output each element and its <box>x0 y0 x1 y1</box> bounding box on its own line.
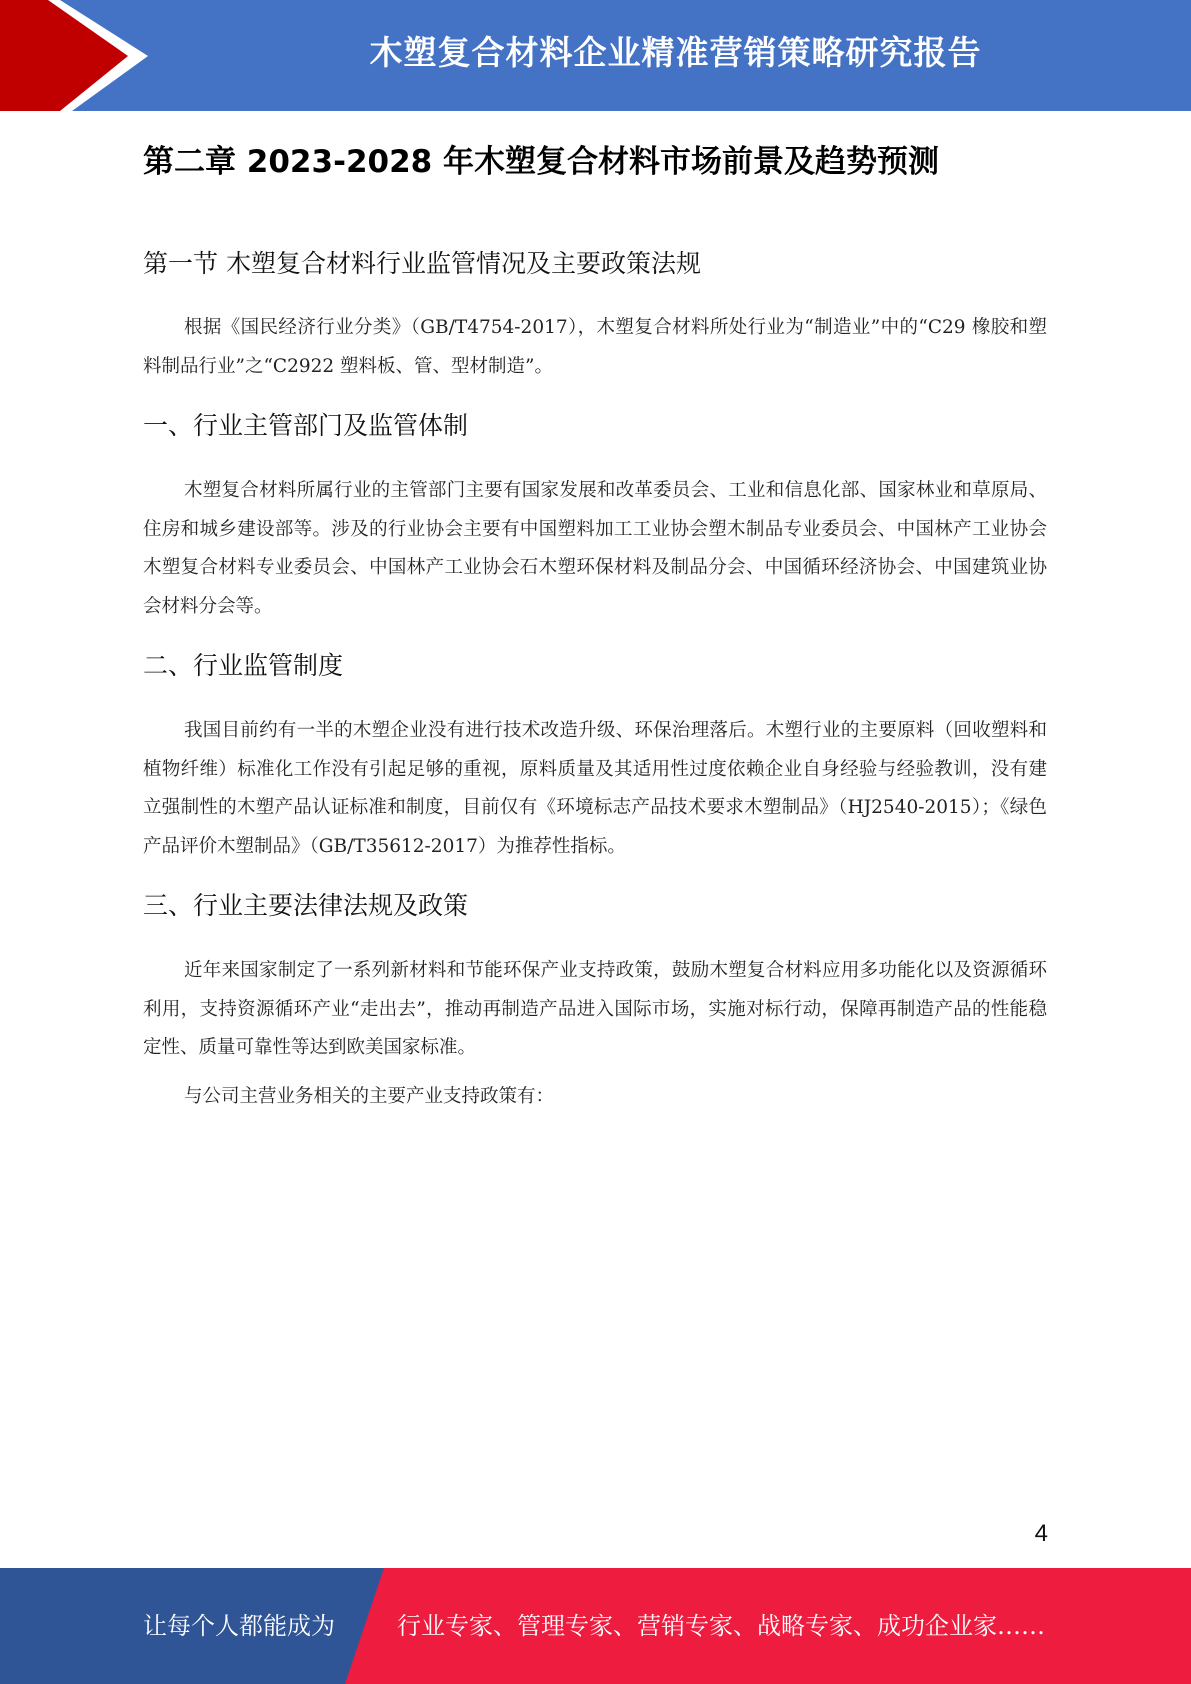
section-title-4: 三、行业主要法律法规及政策 <box>143 891 469 920</box>
paragraph: 与公司主营业务相关的主要产业支持政策有： <box>184 1086 555 1107</box>
section-title-2: 一、行业主管部门及监管体制 <box>143 411 469 440</box>
section-title-3: 二、行业监管制度 <box>143 651 344 680</box>
paragraph: 近年来国家制定了一系列新材料和节能环保产业支持政策，鼓励木塑复合材料应用多功能化以及资源循环利用，支持资源循环产业“走出去”，推动再制造产品进入国际市场，实施对标行动，保障再制造产品的性能稳定性、质量可靠性等达到欧美国家标准。 <box>143 960 1047 1058</box>
footer-slogan-left: 让每个人都能成为 <box>143 1612 335 1640</box>
paragraph: 我国目前约有一半的木塑企业没有进行技术改造升级、环保治理落后。木塑行业的主要原料（回收塑料和植物纤维）标准化工作没有引起足够的重视，原料质量及其适用性过度依赖企业自身经验与经验教训，没有建立强制性的木塑产品认证标准和制度，目前仅有《环境标志产品技术要求木塑制品》（HJ2540-2015）；《绿色产品评价木塑制品》（GB/T35612-2017）为推荐性指标。 <box>143 720 1047 857</box>
footer-slogan-right: 行业专家、管理专家、营销专家、战略专家、成功企业家…… <box>397 1612 1045 1640</box>
header-banner <box>0 0 1191 111</box>
chapter-title: 第二章 2023-2028 年木塑复合材料市场前景及趋势预测 <box>143 144 940 180</box>
paragraph: 木塑复合材料所属行业的主管部门主要有国家发展和改革委员会、工业和信息化部、国家林业和草原局、住房和城乡建设部等。涉及的行业协会主要有中国塑料加工工业协会塑木制品专业委员会、中国林产工业协会木塑复合材料专业委员会、中国林产工业协会石木塑环保材料及制品分会、中国循环经济协会、中国建筑业协会材料分会等。 <box>143 480 1047 617</box>
paragraph: 根据《国民经济行业分类》（GB/T4754-2017），木塑复合材料所处行业为“制造业”中的“C29 橡胶和塑料制品行业”之“C2922 塑料板、管、型材制造”。 <box>143 317 1047 377</box>
page-number: 4 <box>1034 1520 1048 1547</box>
section-title-1: 第一节 木塑复合材料行业监管情况及主要政策法规 <box>143 249 701 278</box>
page-content <box>143 138 1047 1107</box>
report-title: 木塑复合材料企业精准营销策略研究报告 <box>369 33 982 72</box>
footer-banner <box>0 1568 1191 1684</box>
